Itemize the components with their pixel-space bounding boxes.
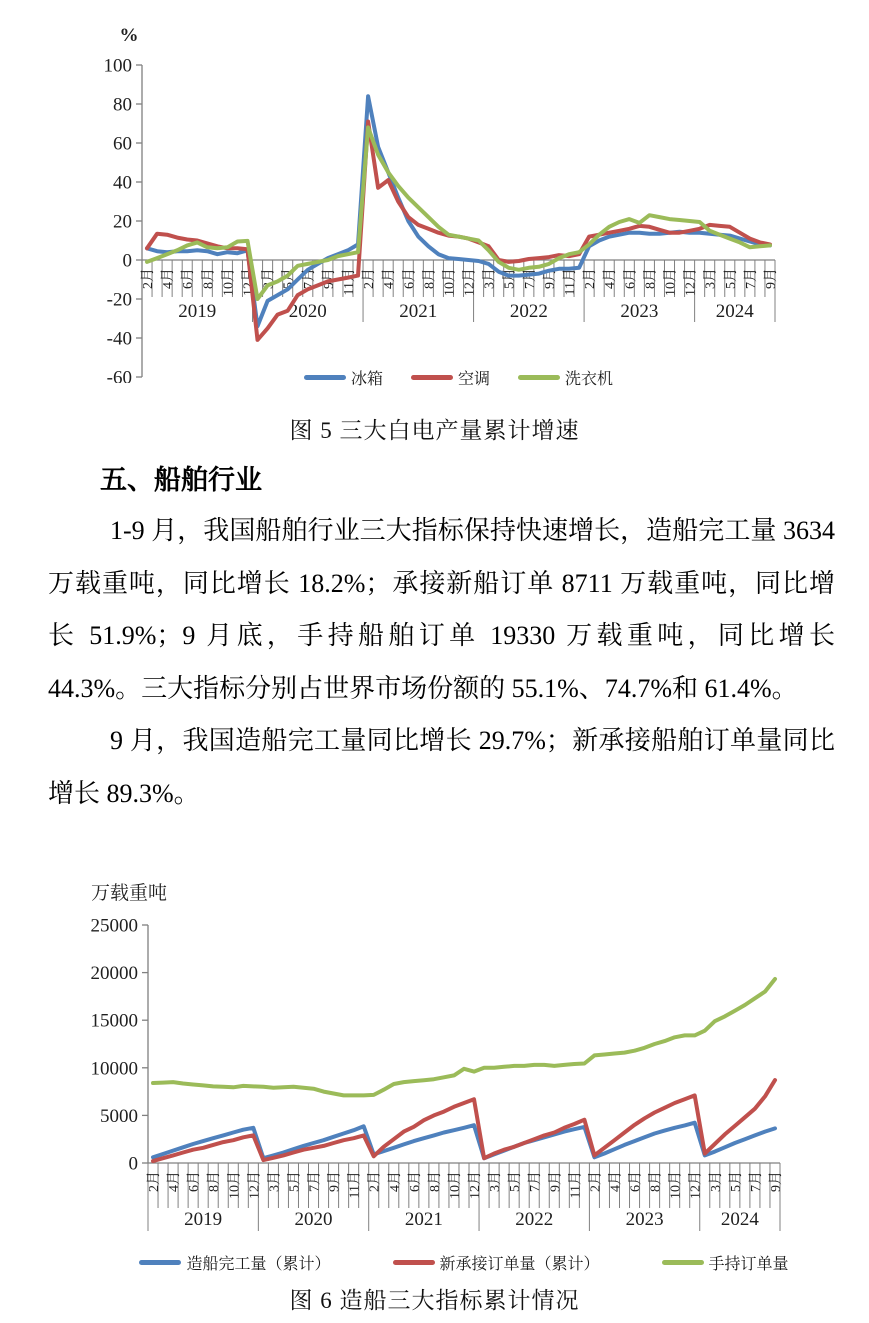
svg-text:8月: 8月: [201, 268, 217, 289]
svg-text:2021: 2021: [399, 301, 438, 322]
svg-text:11月: 11月: [563, 268, 579, 296]
svg-text:11月: 11月: [341, 268, 357, 296]
svg-text:2024: 2024: [720, 1209, 759, 1230]
legend-label-washer: 洗衣机: [565, 371, 614, 388]
svg-text:3月: 3月: [267, 1171, 283, 1192]
svg-text:2023: 2023: [620, 301, 659, 322]
svg-text:10月: 10月: [668, 1171, 684, 1199]
paragraph-september-growth: 9 月，我国造船完工量同比增长 29.7%；新承接船舶订单量同比增长 89.3%。: [48, 726, 835, 808]
svg-text:7月: 7月: [307, 1171, 323, 1192]
legend-item-order-book: [662, 1251, 789, 1274]
svg-text:4月: 4月: [387, 1171, 403, 1192]
new-orders-line-swatch: [393, 1260, 435, 1265]
svg-text:60: 60: [113, 133, 132, 155]
svg-text:5000: 5000: [100, 1105, 138, 1127]
completions-line-swatch: [139, 1260, 181, 1265]
svg-text:2019: 2019: [184, 1209, 223, 1230]
paragraph-shipbuilding-indicators: 1-9 月，我国船舶行业三大指标保持快速增长，造船完工量 3634 万载重吨，同比增长 18.2%；承接新船订单 8711 万载重吨，同比增长 51.9%；9 月底，手持船舶订单 19330 万载重吨，同比增长 44.3%。三大指标分别占世界市场份额的 55.1%、74.7%和 61.4%。: [48, 516, 835, 703]
svg-text:10月: 10月: [447, 1171, 463, 1199]
svg-text:4月: 4月: [167, 1171, 183, 1192]
svg-text:7月: 7月: [748, 1171, 764, 1192]
svg-text:9月: 9月: [768, 1171, 784, 1192]
svg-text:2月: 2月: [362, 268, 378, 289]
aircon-line-swatch: [411, 375, 453, 380]
svg-text:9月: 9月: [327, 1171, 343, 1192]
svg-text:3月: 3月: [703, 268, 719, 289]
svg-text:8月: 8月: [422, 268, 438, 289]
svg-text:10月: 10月: [442, 268, 458, 296]
legend-item-aircon: [411, 366, 490, 389]
svg-text:万载重吨: 万载重吨: [91, 883, 168, 904]
legend-item-completions: [139, 1251, 330, 1274]
svg-text:3月: 3月: [708, 1171, 724, 1192]
svg-text:2022: 2022: [515, 1209, 554, 1230]
svg-text:5月: 5月: [502, 268, 518, 289]
svg-text:10月: 10月: [227, 1171, 243, 1199]
svg-text:7月: 7月: [301, 268, 317, 289]
svg-text:2月: 2月: [367, 1171, 383, 1192]
svg-text:-40: -40: [106, 328, 132, 350]
svg-text:15000: 15000: [90, 1010, 138, 1032]
svg-text:%: %: [119, 25, 139, 46]
svg-text:12月: 12月: [241, 268, 257, 296]
washer-line-swatch: [518, 375, 560, 380]
svg-text:6月: 6月: [407, 1171, 423, 1192]
legend-item-washer: [518, 366, 613, 389]
svg-text:10月: 10月: [663, 268, 679, 296]
svg-text:12月: 12月: [683, 268, 699, 296]
svg-text:-60: -60: [106, 367, 132, 383]
svg-text:100: 100: [103, 55, 132, 77]
svg-text:5月: 5月: [728, 1171, 744, 1192]
legend-item-fridge: [304, 366, 383, 389]
svg-text:2020: 2020: [288, 301, 327, 322]
svg-text:5月: 5月: [508, 1171, 524, 1192]
svg-text:2月: 2月: [588, 1171, 604, 1192]
svg-text:10月: 10月: [221, 268, 237, 296]
svg-text:4月: 4月: [382, 268, 398, 289]
svg-text:80: 80: [113, 94, 132, 116]
svg-text:6月: 6月: [402, 268, 418, 289]
svg-text:20000: 20000: [90, 963, 138, 985]
shipbuilding-chart-block: [55, 875, 815, 1275]
svg-text:0: 0: [122, 250, 132, 272]
fig6-caption: 图 6 造船三大指标累计情况: [289, 1288, 580, 1313]
shipbuilding-line-chart: [55, 875, 815, 1235]
svg-text:7月: 7月: [528, 1171, 544, 1192]
svg-text:8月: 8月: [427, 1171, 443, 1192]
legend-label-aircon: 空调: [457, 371, 490, 388]
svg-text:6月: 6月: [187, 1171, 203, 1192]
svg-text:6月: 6月: [181, 268, 197, 289]
svg-text:4月: 4月: [608, 1171, 624, 1192]
svg-text:8月: 8月: [648, 1171, 664, 1192]
svg-text:40: 40: [113, 172, 132, 194]
svg-text:3月: 3月: [261, 268, 277, 289]
svg-text:12月: 12月: [468, 1171, 484, 1199]
svg-text:4月: 4月: [161, 268, 177, 289]
svg-text:2023: 2023: [625, 1209, 664, 1230]
fig5-caption: 图 5 三大白电产量累计增速: [289, 418, 580, 443]
body-text: [48, 505, 835, 820]
svg-text:2月: 2月: [583, 268, 599, 289]
legend-label-fridge: 冰箱: [350, 371, 383, 388]
svg-text:2022: 2022: [509, 301, 548, 322]
svg-text:12月: 12月: [462, 268, 478, 296]
svg-text:9月: 9月: [548, 1171, 564, 1192]
svg-text:20: 20: [113, 211, 132, 233]
svg-text:2月: 2月: [147, 1171, 163, 1192]
svg-text:7月: 7月: [743, 268, 759, 289]
svg-text:5月: 5月: [281, 268, 297, 289]
svg-text:2024: 2024: [715, 301, 754, 322]
svg-text:2019: 2019: [178, 301, 217, 322]
fridge-line-swatch: [304, 375, 346, 380]
order-book-line-swatch: [662, 1260, 704, 1265]
svg-text:7月: 7月: [522, 268, 538, 289]
white-goods-line-chart: [55, 15, 815, 383]
svg-text:3月: 3月: [482, 268, 498, 289]
svg-text:6月: 6月: [628, 1171, 644, 1192]
svg-text:5月: 5月: [723, 268, 739, 289]
legend-label-new-orders: 新承接订单量（累计）: [439, 1256, 600, 1273]
svg-text:2021: 2021: [404, 1209, 443, 1230]
svg-text:2月: 2月: [141, 268, 157, 289]
legend-item-new-orders: [393, 1251, 600, 1274]
white-goods-chart-block: [55, 15, 815, 388]
svg-text:5月: 5月: [287, 1171, 303, 1192]
legend-label-completions: 造船完工量（累计）: [186, 1256, 331, 1273]
fig5-legend: [142, 366, 775, 389]
svg-text:25000: 25000: [90, 915, 138, 937]
svg-text:11月: 11月: [347, 1171, 363, 1199]
section-heading: 五、船舶行业: [100, 465, 262, 495]
svg-text:0: 0: [128, 1153, 138, 1175]
svg-text:3月: 3月: [488, 1171, 504, 1192]
svg-text:9月: 9月: [542, 268, 558, 290]
svg-text:8月: 8月: [207, 1171, 223, 1192]
svg-text:8月: 8月: [643, 268, 659, 289]
svg-text:4月: 4月: [603, 268, 619, 289]
svg-text:2020: 2020: [294, 1209, 333, 1230]
svg-text:12月: 12月: [247, 1171, 263, 1199]
svg-text:-20: -20: [106, 289, 132, 311]
svg-text:9月: 9月: [321, 268, 337, 289]
svg-text:6月: 6月: [623, 268, 639, 289]
fig6-legend: [148, 1251, 789, 1274]
svg-text:10000: 10000: [90, 1058, 138, 1080]
svg-text:12月: 12月: [688, 1171, 704, 1199]
svg-text:11月: 11月: [568, 1171, 584, 1199]
svg-text:9月: 9月: [763, 268, 779, 289]
legend-label-order-book: 手持订单量: [708, 1256, 789, 1273]
